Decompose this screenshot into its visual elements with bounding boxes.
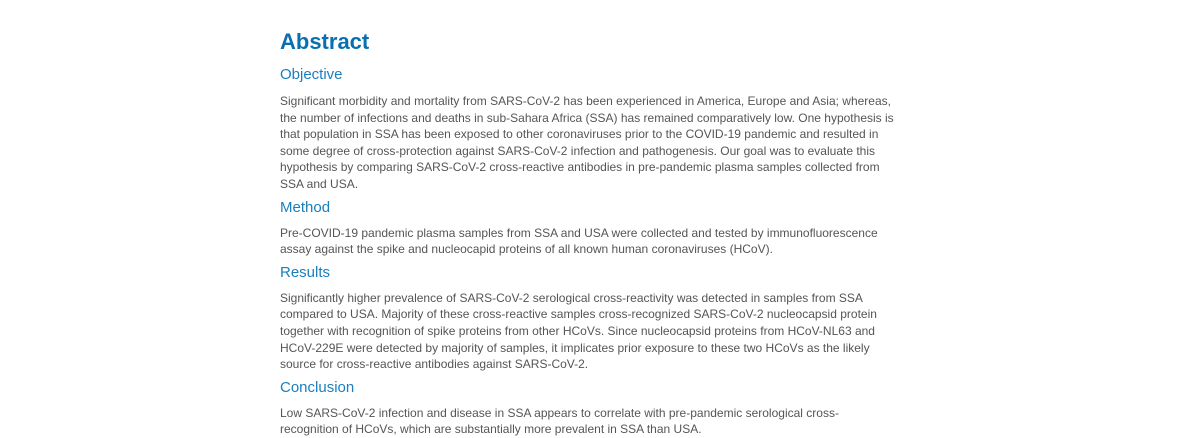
results-heading: Results <box>280 263 331 281</box>
abstract-title: Abstract <box>280 29 370 54</box>
method-text: Pre-COVID-19 pandemic plasma samples from SSA and USA were collected and tested by immunofluorescence assay against the spike and nucleocapid proteins of all known human coronaviruses (HCoV). <box>280 225 878 257</box>
conclusion-text: Low SARS-CoV-2 infection and disease in SSA appears to correlate with pre-pandemic serological cross-recognition of HCoVs, which are substantially more prevalent in SSA than USA. <box>280 405 839 437</box>
objective-text: Significant morbidity and mortality from SARS-CoV-2 has been experienced in America, Europe and Asia; whereas, the number of infections and deaths in sub-Sahara Africa (SSA) has remained comparatively low. One hypothesis is that population in SSA has been exposed to other coronaviruses prior to the COVID-19 pandemic and resulted in some degree of cross-protection against SARS-CoV-2 infection and pathogenesis. Our goal was to evaluate this hypothesis by comparing SARS-CoV-2 cross-reactive antibodies in pre-pandemic plasma samples collected from SSA and USA. <box>280 94 894 191</box>
method-heading: Method <box>280 198 331 216</box>
conclusion-heading: Conclusion <box>280 378 355 396</box>
objective-heading: Objective <box>280 66 343 83</box>
results-text: Significantly higher prevalence of SARS-CoV-2 serological cross-reactivity was detected in samples from SSA compared to USA. Majority of these cross-reactive samples cross-recognized SARS-CoV-2 nucleocapsid protein together with recognition of spike proteins from other HCoVs. Since nucleocapsid proteins from HCoV-NL63 and HCoV-229E were detected by majority of samples, it implicates prior exposure to these two HCoVs as the likely source for cross-reactive antibodies against SARS-CoV-2. <box>280 290 877 372</box>
abstract-section <box>280 28 895 438</box>
